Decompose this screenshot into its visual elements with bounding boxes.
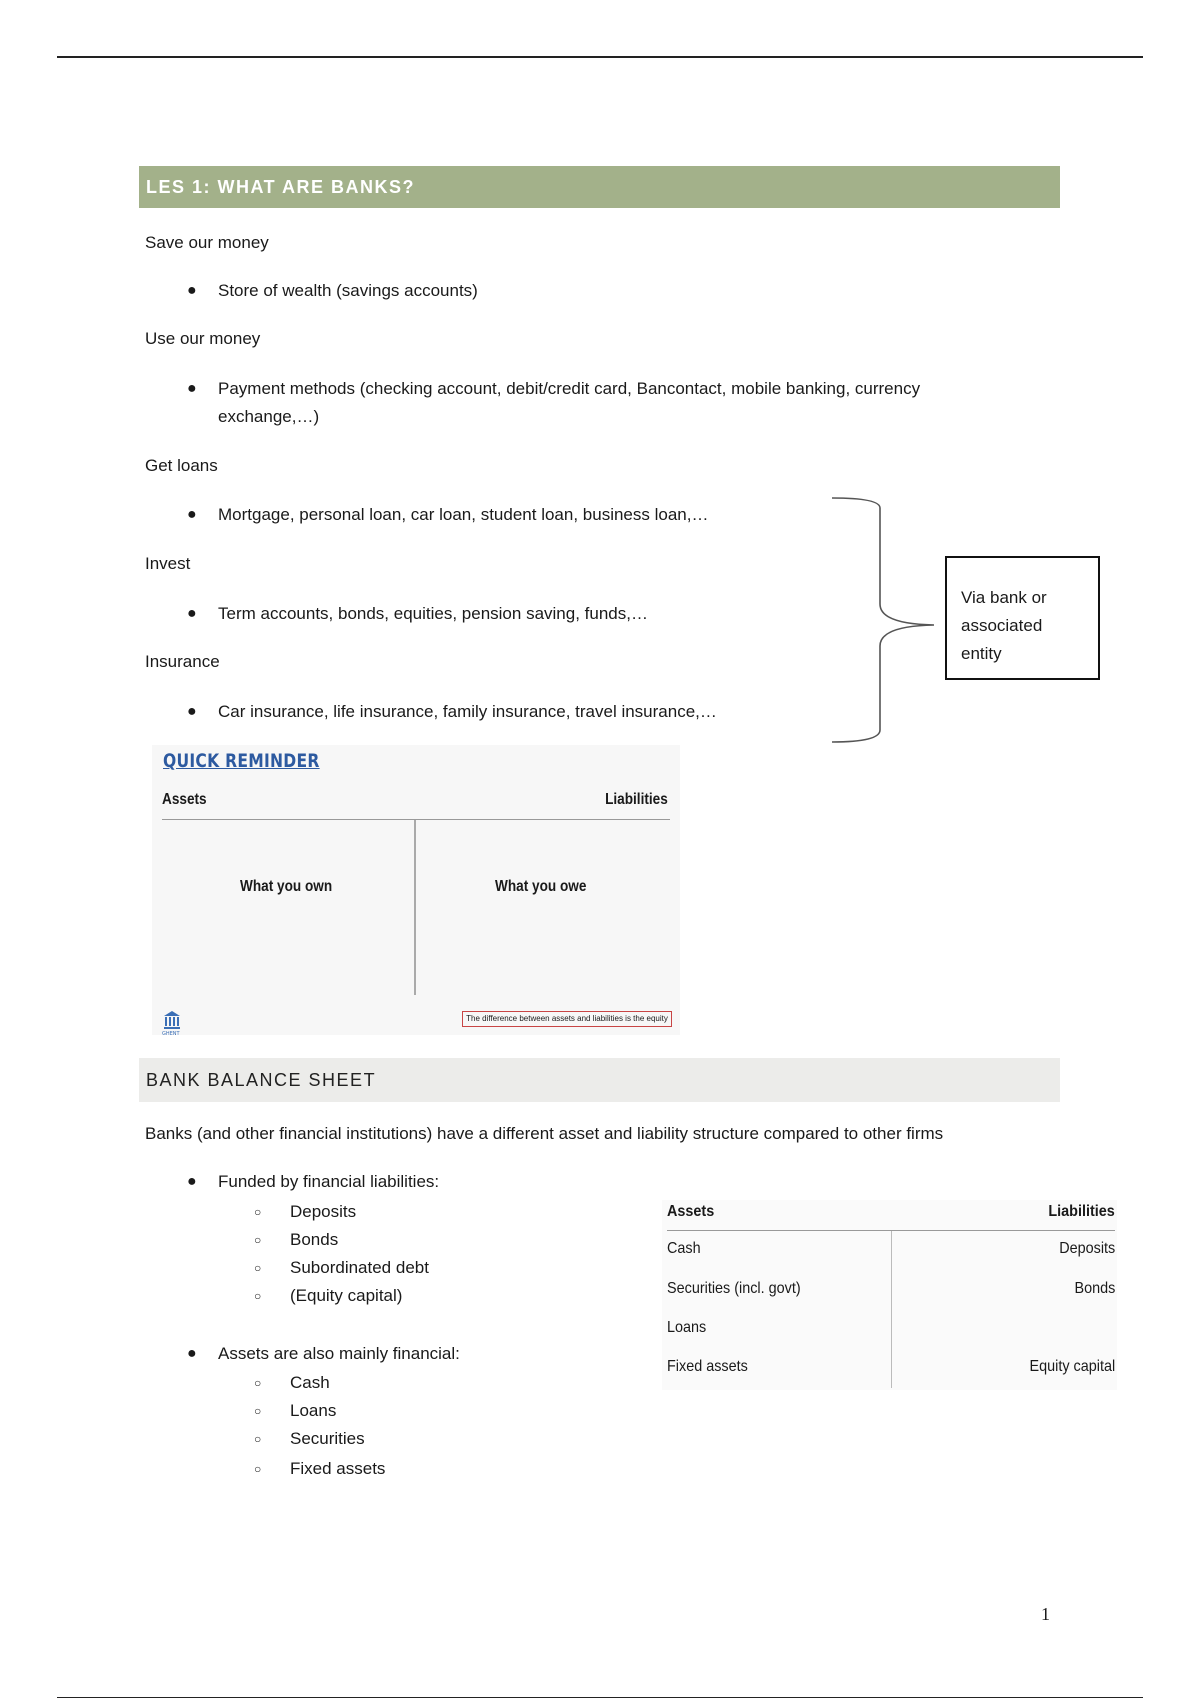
bullet-text: Store of wealth (savings accounts) [218,281,478,300]
bullet-text: Car insurance, life insurance, family insurance, travel insurance,… [218,702,717,721]
sub-item: ○ (Equity capital) [254,1286,403,1305]
balance-sheet-table [662,1200,1117,1390]
sub-item: ○ Loans [254,1401,337,1420]
sub-item: ○ Bonds [254,1230,339,1249]
reminder-column-divider [414,820,416,995]
balance-sheet-heading: BANK BALANCE SHEET [139,1058,1060,1102]
bs-header-liabilities: Liabilities [1048,1203,1115,1220]
section-label-loans: Get loans [145,456,218,475]
reminder-assets-header: Assets [162,791,207,808]
page-number: 1 [1041,1604,1050,1624]
lesson-heading: LES 1: WHAT ARE BANKS? [139,166,1060,208]
reminder-what-you-owe: What you owe [495,878,587,895]
bullet-use [187,375,1018,431]
bullet-text: Term accounts, bonds, equities, pension saving, funds,… [218,604,648,623]
bullet-insurance [187,698,818,726]
bullet-dot: ● [187,1173,197,1190]
bs-cell: Securities (incl. govt) [667,1280,801,1297]
bs-header-assets: Assets [667,1203,715,1220]
sub-item: ○ Subordinated debt [254,1258,429,1277]
section-label-save: Save our money [145,233,269,252]
bs-cell: Loans [667,1319,707,1336]
bullet-invest [187,600,818,628]
bullet-dot: ● [187,605,197,622]
logo-text: GHENT [162,1031,180,1036]
curly-brace [830,494,940,746]
bs-cell: Deposits [1058,1240,1115,1257]
header-rule [57,56,1143,58]
bs-cell: Equity capital [1029,1358,1115,1375]
via-bank-box: Via bank or associated entity [945,556,1100,680]
bullet-text: Mortgage, personal loan, car loan, student loan, business loan,… [218,505,709,524]
bs-column-divider [891,1231,892,1388]
sub-item: ○ Cash [254,1373,330,1392]
reminder-liabilities-header: Liabilities [605,791,668,808]
footer-rule [57,1697,1143,1698]
bs-cell: Fixed assets [667,1358,748,1375]
section-label-invest: Invest [145,554,191,573]
bullet-text: Funded by financial liabilities: [218,1172,440,1191]
bs-cell: Cash [667,1240,701,1257]
bullet-dot: ● [187,282,197,299]
sub-item: ○ Fixed assets [254,1459,386,1478]
section-label-insurance: Insurance [145,652,220,671]
bullet-text: Assets are also mainly financial: [218,1344,460,1363]
bullet-dot: ● [187,506,197,523]
section-label-use: Use our money [145,329,261,348]
bullet-dot: ● [187,703,197,720]
bullet-funded [187,1168,618,1196]
reminder-divider [162,819,670,820]
university-logo-icon [162,1010,182,1041]
bullet-loans [187,501,818,529]
bullet-text: Payment methods (checking account, debit/credit card, Bancontact, mobile banking, currency exchange,…) [218,379,921,426]
reminder-what-you-own: What you own [240,878,333,895]
bullet-dot: ● [187,380,197,397]
bullet-save [187,277,1018,305]
bs-cell: Bonds [1074,1280,1115,1297]
quick-reminder-title: QUICK REMINDER [163,750,320,772]
quick-reminder-slide [152,745,680,1035]
equity-note: The difference between assets and liabilities is the equity [462,1011,672,1027]
intro-paragraph: Banks (and other financial institutions) have a different asset and liability structure compared to other firms [145,1124,944,1143]
bullet-dot: ● [187,1345,197,1362]
sub-item: ○ Deposits [254,1202,357,1221]
sub-item: ○ Securities [254,1429,365,1448]
bullet-assets [187,1340,618,1368]
